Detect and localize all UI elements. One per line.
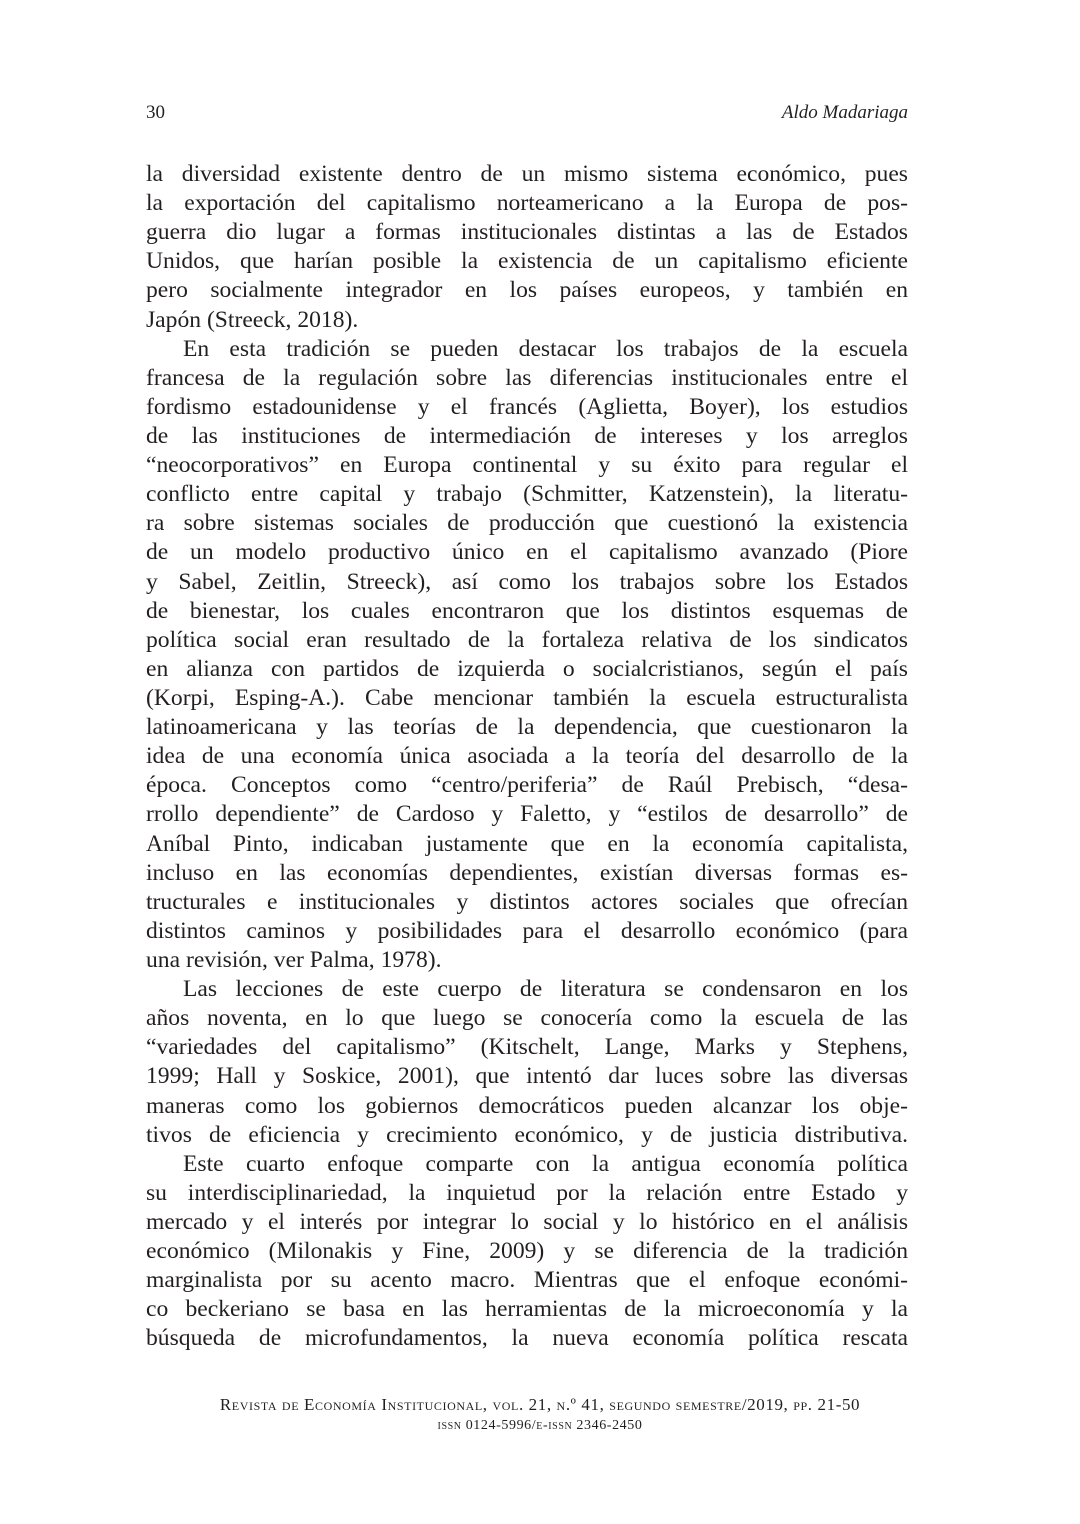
text-line: latinoamericana y las teorías de la dependencia, que cuestionaron la bbox=[146, 714, 908, 741]
text-line: fordismo estadounidense y el francés (Aglietta, Boyer), los estudios bbox=[146, 393, 908, 420]
text-line: “variedades del capitalismo” (Kitschelt, Lange, Marks y Stephens, bbox=[146, 1034, 908, 1061]
text-line: mercado y el interés por integrar lo social y lo histórico en el análisis bbox=[146, 1208, 908, 1235]
text-line: pero socialmente integrador en los países europeos, y también en bbox=[146, 277, 908, 304]
text-line: ra sobre sistemas sociales de producción que cuestionó la existencia bbox=[146, 510, 908, 537]
page-header bbox=[146, 102, 908, 130]
text-line: Japón (Streeck, 2018). bbox=[146, 306, 359, 333]
page-number: 30 bbox=[146, 102, 165, 123]
body-text bbox=[146, 160, 908, 1353]
text-line: incluso en las economías dependientes, existían diversas formas es- bbox=[146, 859, 908, 886]
text-line: de un modelo productivo único en el capitalismo avanzado (Piore bbox=[146, 539, 908, 566]
paragraph bbox=[146, 335, 908, 975]
text-line: económico (Milonakis y Fine, 2009) y se diferencia de la tradición bbox=[146, 1238, 908, 1265]
text-line: búsqueda de microfundamentos, la nueva economía política rescata bbox=[146, 1325, 908, 1352]
text-line: Aníbal Pinto, indicaban justamente que en la economía capitalista, bbox=[146, 830, 908, 857]
text-line: de bienestar, los cuales encontraron que los distintos esquemas de bbox=[146, 597, 908, 624]
text-line: época. Conceptos como “centro/periferia” de Raúl Prebisch, “desa- bbox=[146, 772, 908, 799]
text-line: co beckeriano se basa en las herramientas de la microeconomía y la bbox=[146, 1296, 908, 1323]
text-line: En esta tradición se pueden destacar los trabajos de la escuela bbox=[183, 335, 908, 362]
text-line: francesa de la regulación sobre las diferencias institucionales entre el bbox=[146, 364, 908, 391]
paragraph bbox=[146, 1150, 908, 1354]
text-line: “neocorporativos” en Europa continental y su éxito para regular el bbox=[146, 452, 908, 479]
text-line: de las instituciones de intermediación de intereses y los arreglos bbox=[146, 422, 908, 449]
text-line: Este cuarto enfoque comparte con la antigua economía política bbox=[183, 1150, 908, 1177]
footer-journal-citation: Revista de Economía Institucional, vol. 21, n.º 41, segundo semestre/2019, pp. 21-50 bbox=[219, 1395, 861, 1414]
text-line: política social eran resultado de la fortaleza relativa de los sindicatos bbox=[146, 626, 908, 653]
text-line: maneras como los gobiernos democráticos pueden alcanzar los obje- bbox=[146, 1092, 908, 1119]
footer-issn: issn 0124-5996/e-issn 2346-2450 bbox=[437, 1418, 643, 1433]
running-head-author: Aldo Madariaga bbox=[781, 102, 908, 123]
text-line: rrollo dependiente” de Cardoso y Faletto, y “estilos de desarrollo” de bbox=[146, 801, 908, 828]
text-line: tructurales e institucionales y distintos actores sociales que ofrecían bbox=[146, 888, 908, 915]
text-line: marginalista por su acento macro. Mientras que el enfoque económi- bbox=[146, 1267, 908, 1294]
text-line: idea de una economía única asociada a la teoría del desarrollo de la bbox=[146, 743, 908, 770]
paragraph bbox=[146, 975, 908, 1150]
text-line: conflicto entre capital y trabajo (Schmitter, Katzenstein), la literatu- bbox=[146, 481, 908, 508]
text-line: su interdisciplinariedad, la inquietud por la relación entre Estado y bbox=[146, 1179, 908, 1206]
page-footer bbox=[100, 1394, 980, 1436]
text-line: (Korpi, Esping-A.). Cabe mencionar también la escuela estructuralista bbox=[146, 684, 908, 711]
text-line: la exportación del capitalismo norteamericano a la Europa de pos- bbox=[146, 190, 908, 217]
text-line: una revisión, ver Palma, 1978). bbox=[146, 946, 442, 973]
text-line: guerra dio lugar a formas institucionales distintas a las de Estados bbox=[146, 219, 908, 246]
text-line: distintos caminos y posibilidades para el desarrollo económico (para bbox=[146, 917, 908, 944]
text-line: en alianza con partidos de izquierda o socialcristianos, según el país bbox=[146, 655, 908, 682]
text-line: años noventa, en lo que luego se conocería como la escuela de las bbox=[146, 1005, 908, 1032]
text-line: 1999; Hall y Soskice, 2001), que intentó dar luces sobre las diversas bbox=[146, 1063, 908, 1090]
text-line: la diversidad existente dentro de un mismo sistema económico, pues bbox=[146, 161, 908, 187]
text-line: Las lecciones de este cuerpo de literatura se condensaron en los bbox=[183, 976, 908, 1003]
text-line: tivos de eficiencia y crecimiento económico, y de justicia distributiva. bbox=[146, 1121, 908, 1148]
paragraph bbox=[146, 160, 908, 335]
text-line: y Sabel, Zeitlin, Streeck), así como los trabajos sobre los Estados bbox=[146, 568, 908, 595]
text-line: Unidos, que harían posible la existencia de un capitalismo eficiente bbox=[146, 248, 908, 275]
